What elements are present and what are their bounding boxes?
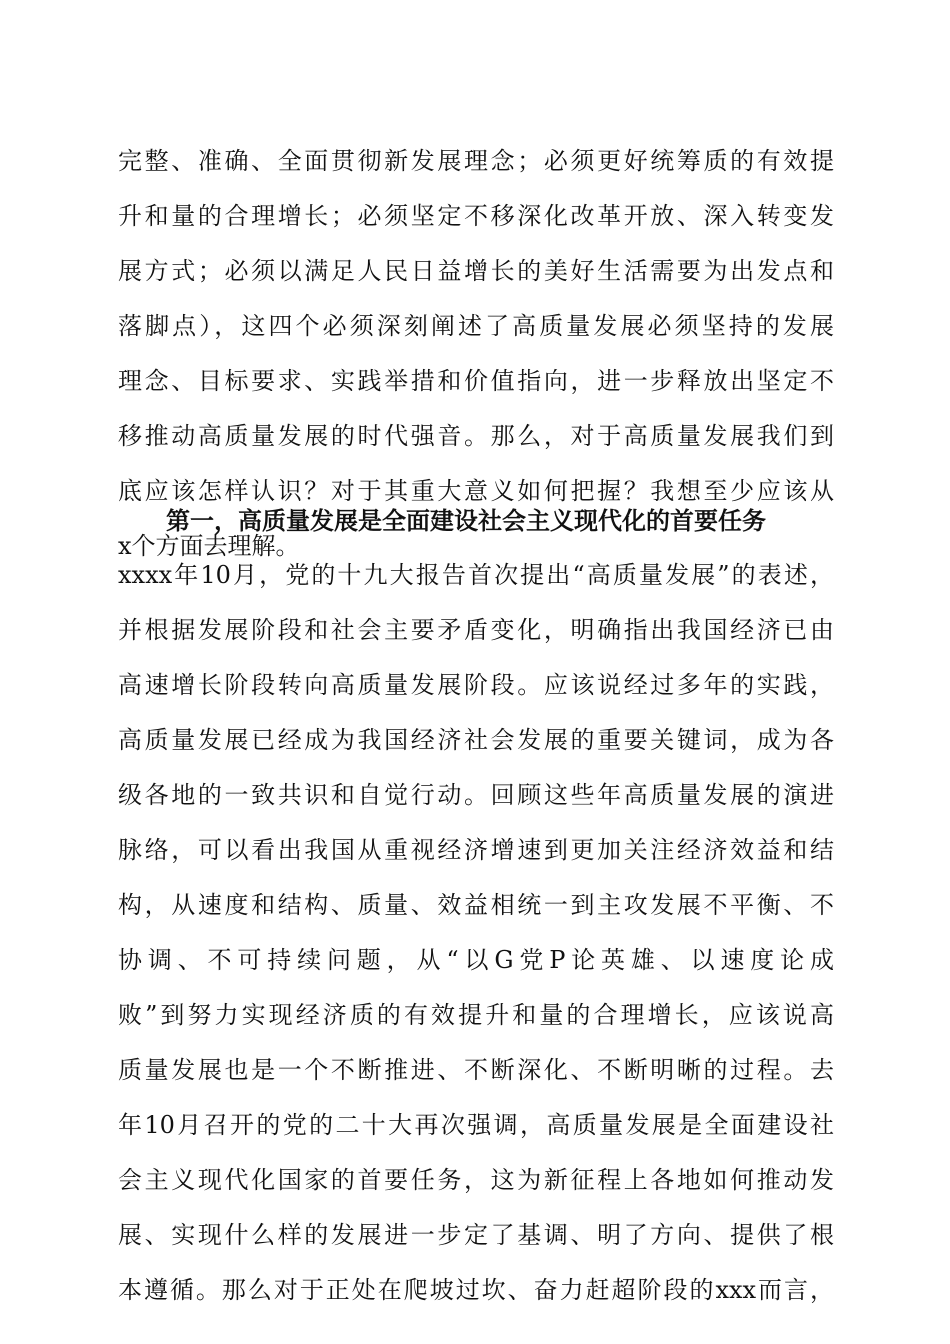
paragraph-2-line: 协调、不可持续问题，从“以G党P论英雄、以速度论成 — [118, 946, 834, 974]
paragraph-1-line: 移推动高质量发展的时代强音。那么，对于高质量发展我们到 — [118, 422, 834, 450]
paragraph-2 — [118, 493, 834, 1318]
paragraph-1-line: 底应该怎样认识？对于其重大意义如何把握？我想至少应该从 — [118, 477, 834, 505]
paragraph-2-line: 展、实现什么样的发展进一步定了基调、明了方向、提供了根 — [118, 1221, 834, 1249]
paragraph-2-line: 并根据发展阶段和社会主要矛盾变化，明确指出我国经济已由 — [118, 616, 834, 644]
paragraph-2-line: 质量发展也是一个不断推进、不断深化、不断明晰的过程。去 — [118, 1056, 834, 1084]
paragraph-1-line: 展方式；必须以满足人民日益增长的美好生活需要为出发点和 — [118, 257, 834, 285]
paragraph-2-line: 会主义现代化国家的首要任务，这为新征程上各地如何推动发 — [118, 1166, 834, 1194]
paragraph-2-line: 构，从速度和结构、质量、效益相统一到主攻发展不平衡、不 — [118, 891, 834, 919]
paragraph-2-line: 脉络，可以看出我国从重视经济增速到更加关注经济效益和结 — [118, 836, 834, 864]
paragraph-1-line: 理念、目标要求、实践举措和价值指向，进一步释放出坚定不 — [118, 367, 834, 395]
paragraph-2-line: xxxx年10月，党的十九大报告首次提出“高质量发展”的表述， — [118, 561, 834, 589]
paragraph-1-line: 完整、准确、全面贯彻新发展理念；必须更好统筹质的有效提 — [118, 147, 834, 175]
paragraph-2-line: 年10月召开的党的二十大再次强调，高质量发展是全面建设社 — [118, 1111, 834, 1139]
paragraph-2-line: 高速增长阶段转向高质量发展阶段。应该说经过多年的实践， — [118, 671, 834, 699]
paragraph-2-line: 级各地的一致共识和自觉行动。回顾这些年高质量发展的演进 — [118, 781, 834, 809]
paragraph-2-line: 本遵循。那么对于正处在爬坡过坎、奋力赶超阶段的xxx而言， — [118, 1276, 834, 1304]
paragraph-2-line: 败”到努力实现经济质的有效提升和量的合理增长，应该说高 — [118, 1001, 834, 1029]
paragraph-1-line: 升和量的合理增长；必须坚定不移深化改革开放、深入转变发 — [118, 202, 834, 230]
paragraph-1-line: 落脚点），这四个必须深刻阐述了高质量发展必须坚持的发展 — [118, 312, 834, 340]
section-heading: 第一，高质量发展是全面建设社会主义现代化的首要任务 — [166, 506, 766, 535]
paragraph-2-line: 高质量发展已经成为我国经济社会发展的重要关键词，成为各 — [118, 726, 834, 754]
paragraph-1-line: x个方面去理解。 — [118, 532, 300, 560]
